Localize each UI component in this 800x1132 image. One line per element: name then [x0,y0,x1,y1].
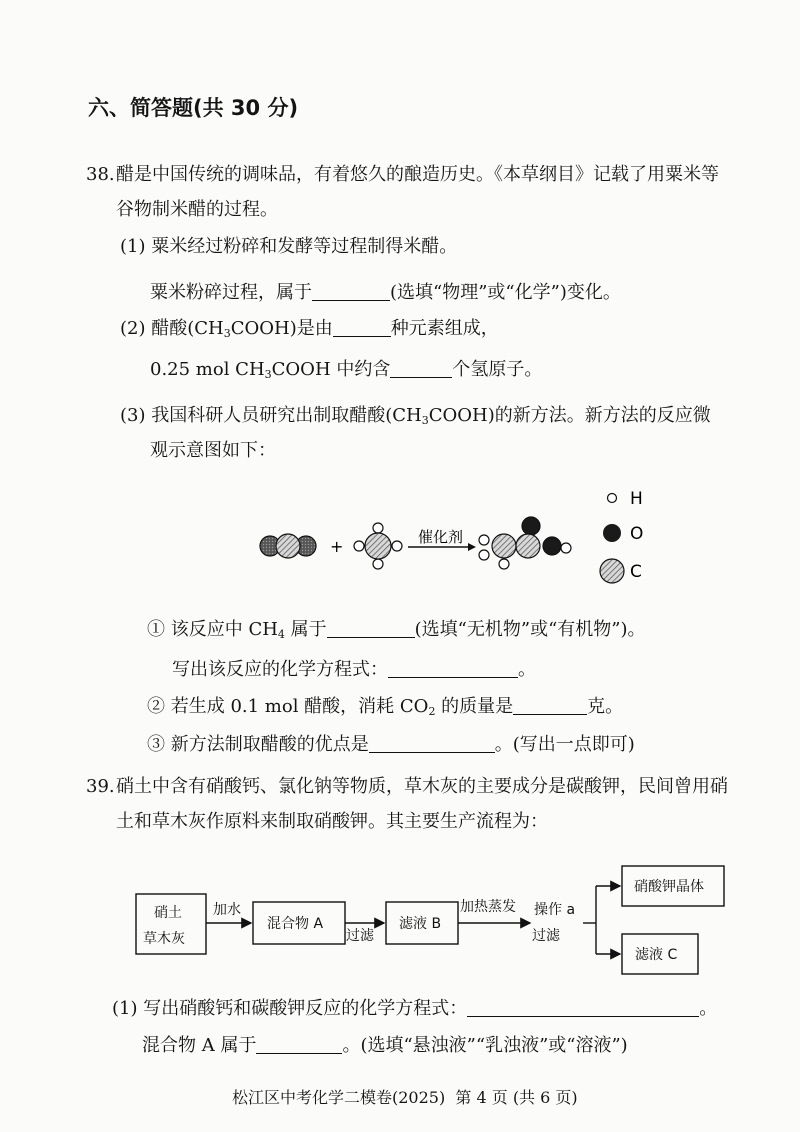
answer-blank[interactable] [256,1035,342,1054]
answer-blank[interactable] [369,734,495,753]
answer-blank[interactable] [327,619,415,638]
page-footer: 松江区中考化学二模卷(2025) 第 4 页 (共 6 页) [232,1088,578,1107]
q38-part-3: (3) 我国科研人员研究出制取醋酸$(CH_3COOH)$的新方法。新方法的反应微 [120,405,711,427]
q39-part-1-line-2: 混合物 A 属于 。(选填“悬浊液”“乳浊液”或“溶液”) [142,1035,628,1056]
atom-legend [600,489,643,583]
q38-intro-line-2: 谷物制米醋的过程。 [116,199,278,220]
q38-number: 38. [86,164,115,185]
carbon-atom [516,534,540,558]
add-water-label: 加水 [213,902,241,918]
answer-blank[interactable] [333,318,391,337]
answer-blank[interactable] [390,359,452,378]
hydrogen-atom [373,559,383,569]
oxygen-atom [522,517,540,535]
q39-number: 39. [86,776,115,797]
filtrate-c-label: 滤液 C [635,947,678,963]
legend-label: O [630,524,644,544]
q39-intro-line-2: 土和草木灰作原料来制取硝酸钾。其主要生产流程为： [116,811,548,832]
q38-sub-1-line-2: 写出该反应的化学方程式： 。 [172,659,536,680]
legend-carbon-icon [600,559,624,583]
legend-label: H [630,489,643,509]
plus-sign: + [330,537,344,556]
q38-part-2: (2) 醋酸$(CH_3COOH)$是由 种元素组成， [120,318,499,340]
production-flowchart [130,856,730,980]
ch4-molecule [354,523,402,569]
filter-label: 过滤 [346,928,374,944]
answer-blank[interactable] [388,659,518,678]
hydrogen-atom [499,559,509,569]
q38-part-3-line-2: 观示意图如下： [150,440,276,461]
filtrate-b-label: 滤液 B [399,916,442,932]
oxygen-atom [543,537,561,555]
hydrogen-atom [373,523,383,533]
q39-intro-line-1: 硝土中含有硝酸钙、氯化钠等物质，草木灰的主要成分是碳酸钾，民间曾用硝 [116,776,728,797]
hydrogen-atom [392,541,402,551]
carbon-atom [276,534,300,558]
legend-hydrogen-icon [608,494,617,503]
answer-blank[interactable] [513,696,587,715]
catalyst-label: 催化剂 [418,528,464,546]
carbon-atom [365,533,391,559]
raw-material-label: 硝土 [154,905,182,921]
legend-label: C [630,562,642,582]
hydrogen-atom [479,550,489,560]
acetic-acid-molecule [479,517,571,569]
co2-molecule [260,534,316,558]
hydrogen-atom [479,535,489,545]
hydrogen-atom [561,543,571,553]
section-title: 六、简答题(共 30 分) [88,96,299,120]
mixture-a-label: 混合物 A [267,916,324,932]
answer-blank[interactable] [467,998,699,1017]
q38-sub-1: ① 该反应中 $CH_4$ 属于 (选填“无机物”或“有机物”)。 [147,619,646,641]
q38-intro-line-1: 醋是中国传统的调味品，有着悠久的酿造历史。《本草纲目》记载了用粟米等 [116,164,719,185]
arrow-head-icon [468,543,476,551]
crystal-label: 硝酸钾晶体 [634,879,704,895]
legend-oxygen-icon [603,524,621,542]
reaction-micro-diagram [250,480,670,590]
q38-part-2-line-2: 0.25 mol $CH_3COOH$ 中约含 个氢原子。 [150,359,543,381]
q38-sub-3: ③ 新方法制取醋酸的优点是 。(写出一点即可) [147,734,635,755]
q38-part-1-question: 粟米粉碎过程，属于 (选填“物理”或“化学”)变化。 [150,282,621,303]
q39-part-1: (1) 写出硝酸钙和碳酸钾反应的化学方程式： 。 [112,998,718,1019]
hydrogen-atom [354,541,364,551]
q38-sub-2: ② 若生成 0.1 mol 醋酸，消耗 $CO_2$ 的质量是 克。 [147,696,624,718]
raw-material-label: 草木灰 [143,931,185,947]
q38-part-1: (1) 粟米经过粉碎和发酵等过程制得米醋。 [120,236,458,257]
answer-blank[interactable] [312,282,390,301]
filter-label: 过滤 [532,928,560,944]
operation-a-label: 操作 a [534,902,576,918]
heat-evaporate-label: 加热蒸发 [460,899,516,915]
carbon-atom [492,534,516,558]
